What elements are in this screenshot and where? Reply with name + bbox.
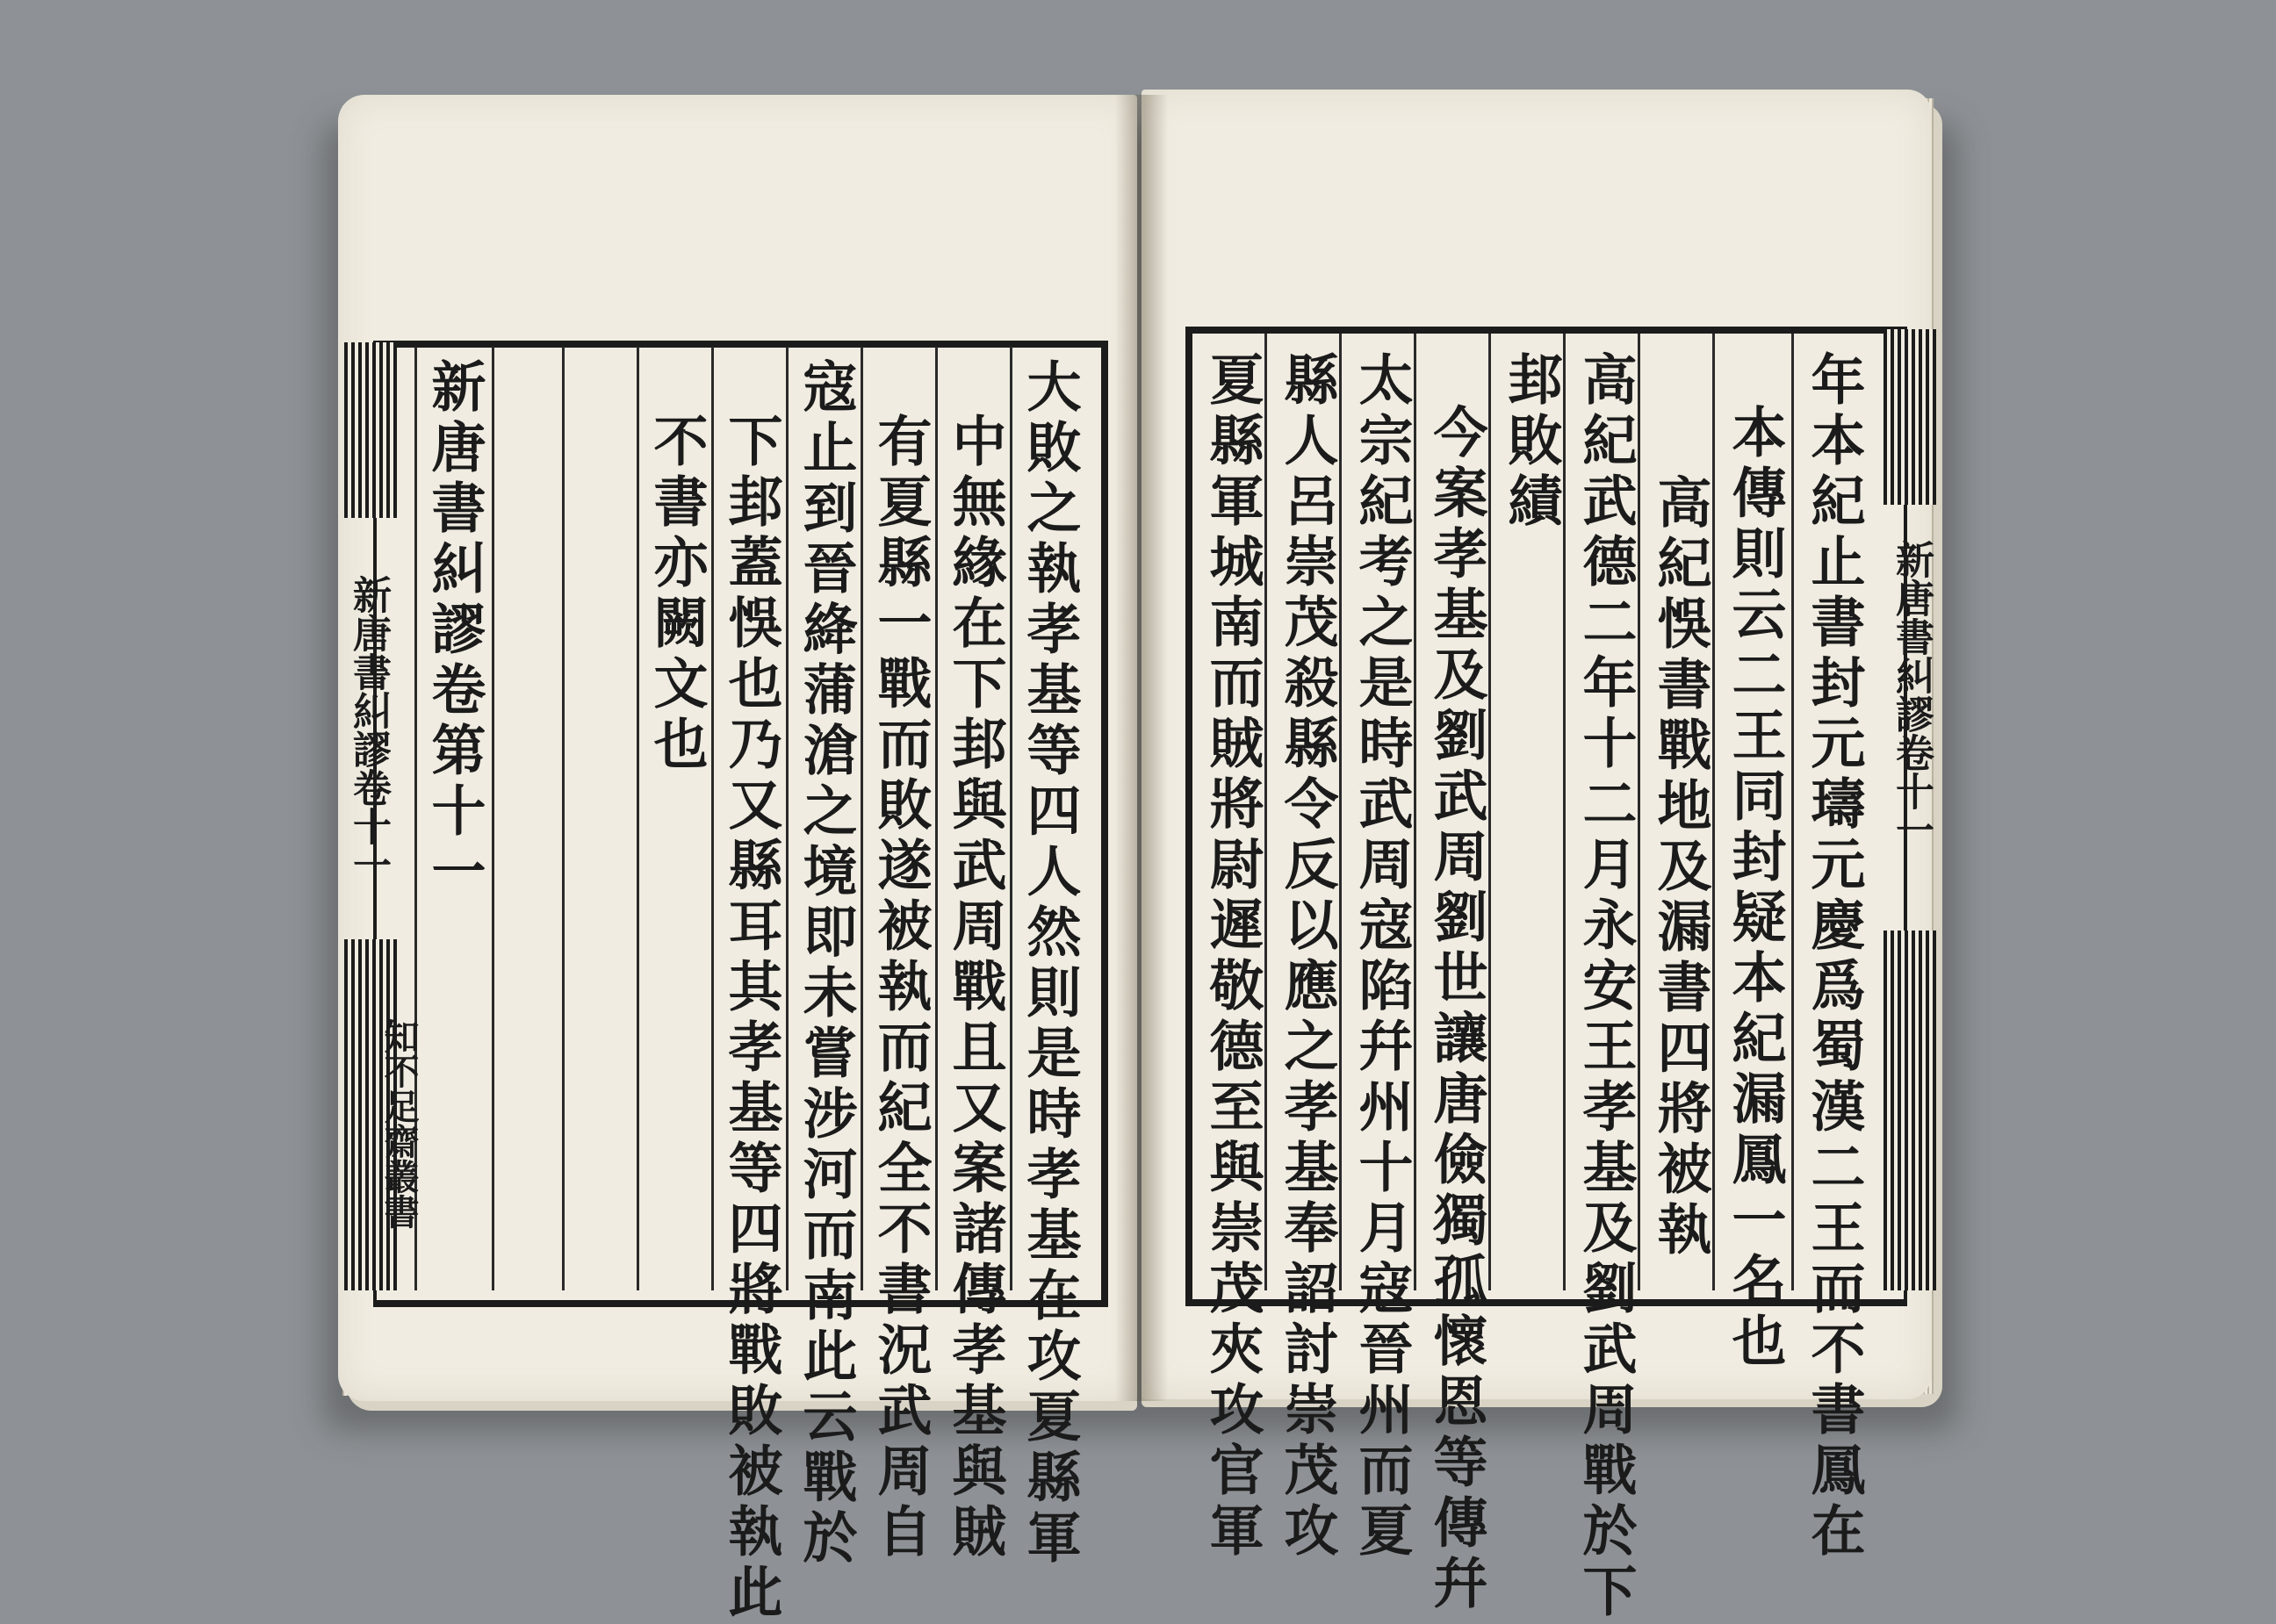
left-col-4: 不書亦闕文也: [645, 413, 709, 776]
right-col-8: 縣人呂崇茂殺縣令反以應之孝基奉詔討崇茂攻: [1275, 351, 1339, 1563]
right-col-1: 年本紀止書封元璹元慶爲蜀漢二王而不書鳳在: [1802, 351, 1866, 1563]
column-rule: [1563, 334, 1566, 1290]
left-col-6: 寇止到晉絳蒲滄之境即未嘗涉河而南此云戰於: [794, 358, 858, 1570]
column-rule: [1638, 334, 1640, 1290]
column-rule: [637, 347, 639, 1290]
right-col-6: 今案孝基及劉武周劉世讓唐儉獨孤懷恩等傳幷: [1424, 404, 1488, 1615]
right-col-5: 邽敗績: [1499, 351, 1563, 533]
column-rule: [1010, 347, 1012, 1290]
column-rule: [1264, 334, 1267, 1290]
right-col-9: 夏縣軍城南而賊將尉遲敬德至與崇茂夾攻官軍: [1200, 351, 1264, 1563]
column-rule: [1791, 334, 1794, 1290]
column-rule: [492, 347, 494, 1290]
left-col-8: 中無緣在下邽與武周戰且又案諸傳孝基與賊: [943, 413, 1007, 1563]
column-rule: [1712, 334, 1715, 1290]
column-rule: [711, 347, 714, 1290]
book-gutter: [1115, 95, 1168, 1401]
column-rule: [786, 347, 789, 1290]
left-fold-margin-pattern: [344, 342, 397, 518]
right-fold-margin-pattern: [1883, 931, 1936, 1290]
column-rule: [861, 347, 863, 1290]
left-col-5: 下邽蓋悞也乃又縣耳其孝基等四將戰敗被執此: [719, 413, 783, 1624]
right-fold-margin-title: 新唐書糾謬卷十一: [1889, 540, 1934, 849]
left-col-7: 有夏縣一戰而敗遂被執而紀全不書況武周自: [868, 413, 933, 1563]
column-rule: [1414, 334, 1416, 1290]
printer-mark: 知不足齋叢書: [378, 1018, 420, 1229]
left-col-1: 新唐書糾謬卷第十一: [422, 358, 486, 903]
left-col-9: 大敗之執孝基等四人然則是時孝基在攻夏縣軍: [1018, 358, 1082, 1570]
right-col-3: 高紀悞書戰地及漏書四將被執: [1648, 474, 1712, 1261]
right-col-7: 太宗紀考之是時武周寇陷幷州十月寇晉州而夏: [1350, 351, 1414, 1563]
left-fold-margin-title: 新唐書糾謬卷十一: [346, 575, 391, 884]
right-col-4: 高紀武德二年十二月永安王孝基及劉武周戰於下: [1574, 351, 1638, 1623]
column-rule: [935, 347, 938, 1290]
column-rule: [1488, 334, 1491, 1290]
right-fold-margin-pattern: [1883, 329, 1936, 505]
right-col-2: 本傳則云二王同封疑本紀漏鳳一名也: [1723, 404, 1787, 1373]
column-rule: [1339, 334, 1342, 1290]
column-rule: [562, 347, 565, 1290]
